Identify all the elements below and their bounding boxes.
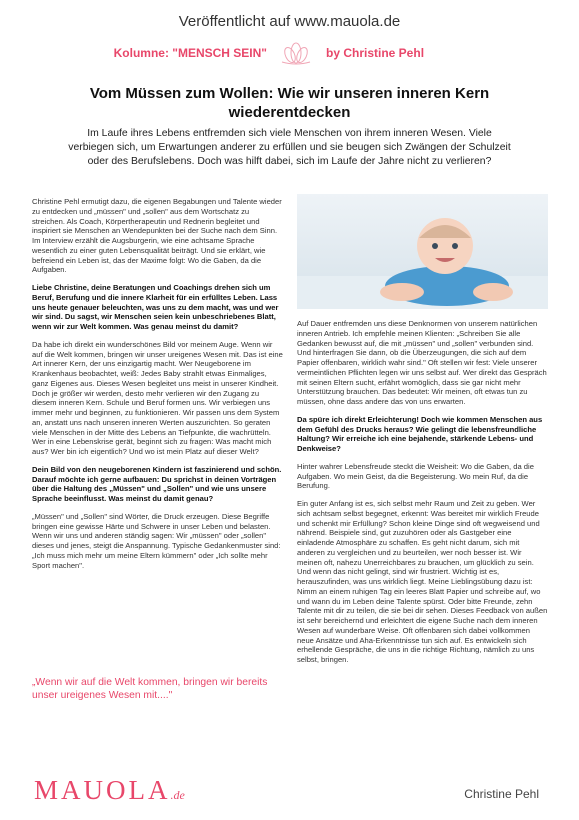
interview-answer: Auf Dauer entfremden uns diese Denknormen von unserem natürlichen inneren Antrieb. Ich empfehle meinen Klienten: „Schreiben Sie alle Gedanken bewusst auf, die mit „müssen" und „sollen" verbunden sind. Und hinterfragen Sie dann, ob die Überzeugungen, die sich auf dem Papier offenbaren, wirklich wahr sind." Oft stellen wir fest: Viele unserer vermeintlichen Pflichten legen wir uns selbst auf. Wer direkt das Gespräch mit seinen Eltern sucht, erfährt womöglich, dass sie gar nicht mehr Unterstützung brauchen. Das bedeutet: Wir meinen, oft etwas tun zu müssen, ohne dass andere das von uns erwarten. bbox=[297, 319, 547, 406]
lotus-logo-icon bbox=[278, 40, 314, 66]
interview-answer: Hinter wahrer Lebensfreude steckt die Weisheit: Wo die Gaben, da die Aufgaben. Wo mein Geist, da die Begeisterung. Wo mein Ruf, da die Berufung. bbox=[297, 461, 534, 491]
published-on-line: Veröffentlicht auf www.mauola.de bbox=[178, 13, 401, 30]
article-title: Vom Müssen zum Wollen: Wie wir unseren inneren Kern wiederentdecken bbox=[89, 85, 490, 121]
column-banner bbox=[0, 40, 579, 66]
interview-question: Dein Bild von den neugeborenen Kindern ist faszinierend und schön. Darauf möchte ich gerne aufbauen: Du sprichst in deinen Vorträgen über die Haltung des „Müssen" und „Sollen" und wie uns unsere Sprache beeinflusst. Was meinst du damit genau? bbox=[32, 464, 282, 503]
mauola-logo bbox=[34, 775, 185, 806]
interview-answer: Ein guter Anfang ist es, sich selbst mehr Raum und Zeit zu geben. Wer sich achtsam selbst begegnet, erkennt: Was bereitet mir wirklich Freude und schenkt mir Erfüllung? Schon kleine Dinge sind oft wegweisend und nährend. Beispiele sind, gut zuzuhören oder als Gastgeber eine einladende Atmosphäre zu schaffen. Es geht nicht darum, sich mit anderen zu vergleichen und zu beurteilen, wer noch besser ist. Wir meinen oft, nahezu Unerreichbares zu brauchen, um glücklich zu sein. Und wenn das nicht gelingt, sind wir frustriert. Wichtig ist es, herauszufinden, was uns wirklich liegt. Meine Lieblingsübung dazu ist: Nimm an einem ruhigen Tag ein leeres Blatt Papier und schreibe auf, wo und wann du im Leben deine Talente spürst. Oder bitte Freunde, zehn Talente mit dir zu teilen, die sie bei dir sehen. Dieses Feedback von außen ist sehr bereichernd und erleichtert die eigene Suche nach dem inneren Wesen auf wunderbare Weise. Oft offenbaren sich dabei vollkommen neue Ansätze und Aha-Erkenntnisse tun sich auf. Es entwickeln sich erhellende Gespräche, die uns in die richtige Richtung, nämlich zu uns selbst, bringen. bbox=[297, 499, 548, 664]
interview-answer: Da habe ich direkt ein wunderschönes Bild vor meinem Auge. Wenn wir auf die Welt kommen, bringen wir unser ureigenes Wesen mit. Das ist eine Art innerer Kern, der uns einzigartig macht. Wer Neugeborene im Krankenhaus beobachtet, weiß: Jedes Baby strahlt etwas Einmaliges, ganz Eigenes aus. Dieses Wesen begleitet uns meist in unserer Kindheit. Doch je größer wir werden, desto mehr verlieren wir den Zugang zu diesem inneren Kern. Schule und Beruf formen uns. Wir verbiegen uns immer mehr und beginnen, zu funktionieren. Wir passen uns dem System an, anstatt uns nach unseren inneren Werten auszurichten. So geraten viele Menschen in der Mitte des Lebens an Tiefpunkte, die wachrütteln. Wer in eine Lebenskrise gerät, beginnt sich zu fragen: Was macht mich aus? Wer bin ich eigentlich? Und wo ist mein Platz auf dieser Welt? bbox=[32, 339, 283, 456]
logo-main: MAUOLA bbox=[34, 775, 171, 805]
article-column-right bbox=[297, 319, 548, 673]
column-title: Kolumne: "MENSCH SEIN" bbox=[113, 46, 267, 60]
logo-suffix: .de bbox=[170, 788, 185, 802]
article-column-left bbox=[32, 197, 283, 578]
interview-question: Liebe Christine, deine Beratungen und Coachings drehen sich um Beruf, Berufung und die innere Klarheit für ein erfülltes Leben. Lass uns heute genauer beleuchten, was uns zu dem macht, was und wer wir sind. Du sagst, wir Menschen seien kein unbeschriebenes Blatt, wenn wir zur Welt kommen. Was genau meinst du damit? bbox=[32, 283, 279, 331]
column-author: by Christine Pehl bbox=[326, 46, 425, 60]
pull-quote: „Wenn wir auf die Welt kommen, bringen wir bereits unser ureigenes Wesen mit...." bbox=[32, 677, 268, 701]
interview-question: Da spüre ich direkt Erleichterung! Doch wie kommen Menschen aus dem Gefühl des Drucks heraus? Wie gelingt die lebensfreundliche Haltung? Wir erreiche ich eine bejahende, stärkende Lebens- und Denkweise? bbox=[297, 414, 543, 453]
footer-author: Christine Pehl bbox=[464, 787, 539, 801]
interview-answer: „Müssen" und „Sollen" sind Wörter, die Druck erzeugen. Diese Begriffe bringen eine gewisse Härte und Schwere in unser Leben und belasten. Wenn wir uns und anderen ständig sagen: Wir „müssen" oder „sollen" dieses und jenes, steigt die Anspannung. Typische Gedankenmuster sind: „Ich muss mich mehr um meine Eltern kümmern" oder „Ich sollte mehr Sport machen". bbox=[32, 511, 281, 570]
baby-photo bbox=[297, 194, 548, 309]
intro-paragraph: Christine Pehl ermutigt dazu, die eigenen Begabungen und Talente wieder zu entdecken und „müssen" und „sollen" aus dem Wortschatz zu streichen. Als Coach, Körpertherapeutin und Rednerin begleitet und inspiriert sie Menschen an Wendepunkten bei der Suche nach dem Sinn. Im Interview erzählt die Augsburgerin, wie eine achtsame Sprache wesentlich zu einer guten Lebensqualität beiträgt. Und sie erklärt, wie befreiend ein Leben ist, das der Maxime folgt: Wo die Gaben, da die Aufgaben. bbox=[32, 197, 282, 275]
article-lead: Im Laufe ihres Lebens entfremden sich viele Menschen von ihrem inneren Wesen. Viele verbiegen sich, um Erwartungen anderer zu erfüllen und sie beugen sich Zwängen der Schulzeit oder des Berufslebens. Doch was hilft dabei, sich im Laufe der Jahre nicht zu verlieren? bbox=[68, 128, 511, 167]
